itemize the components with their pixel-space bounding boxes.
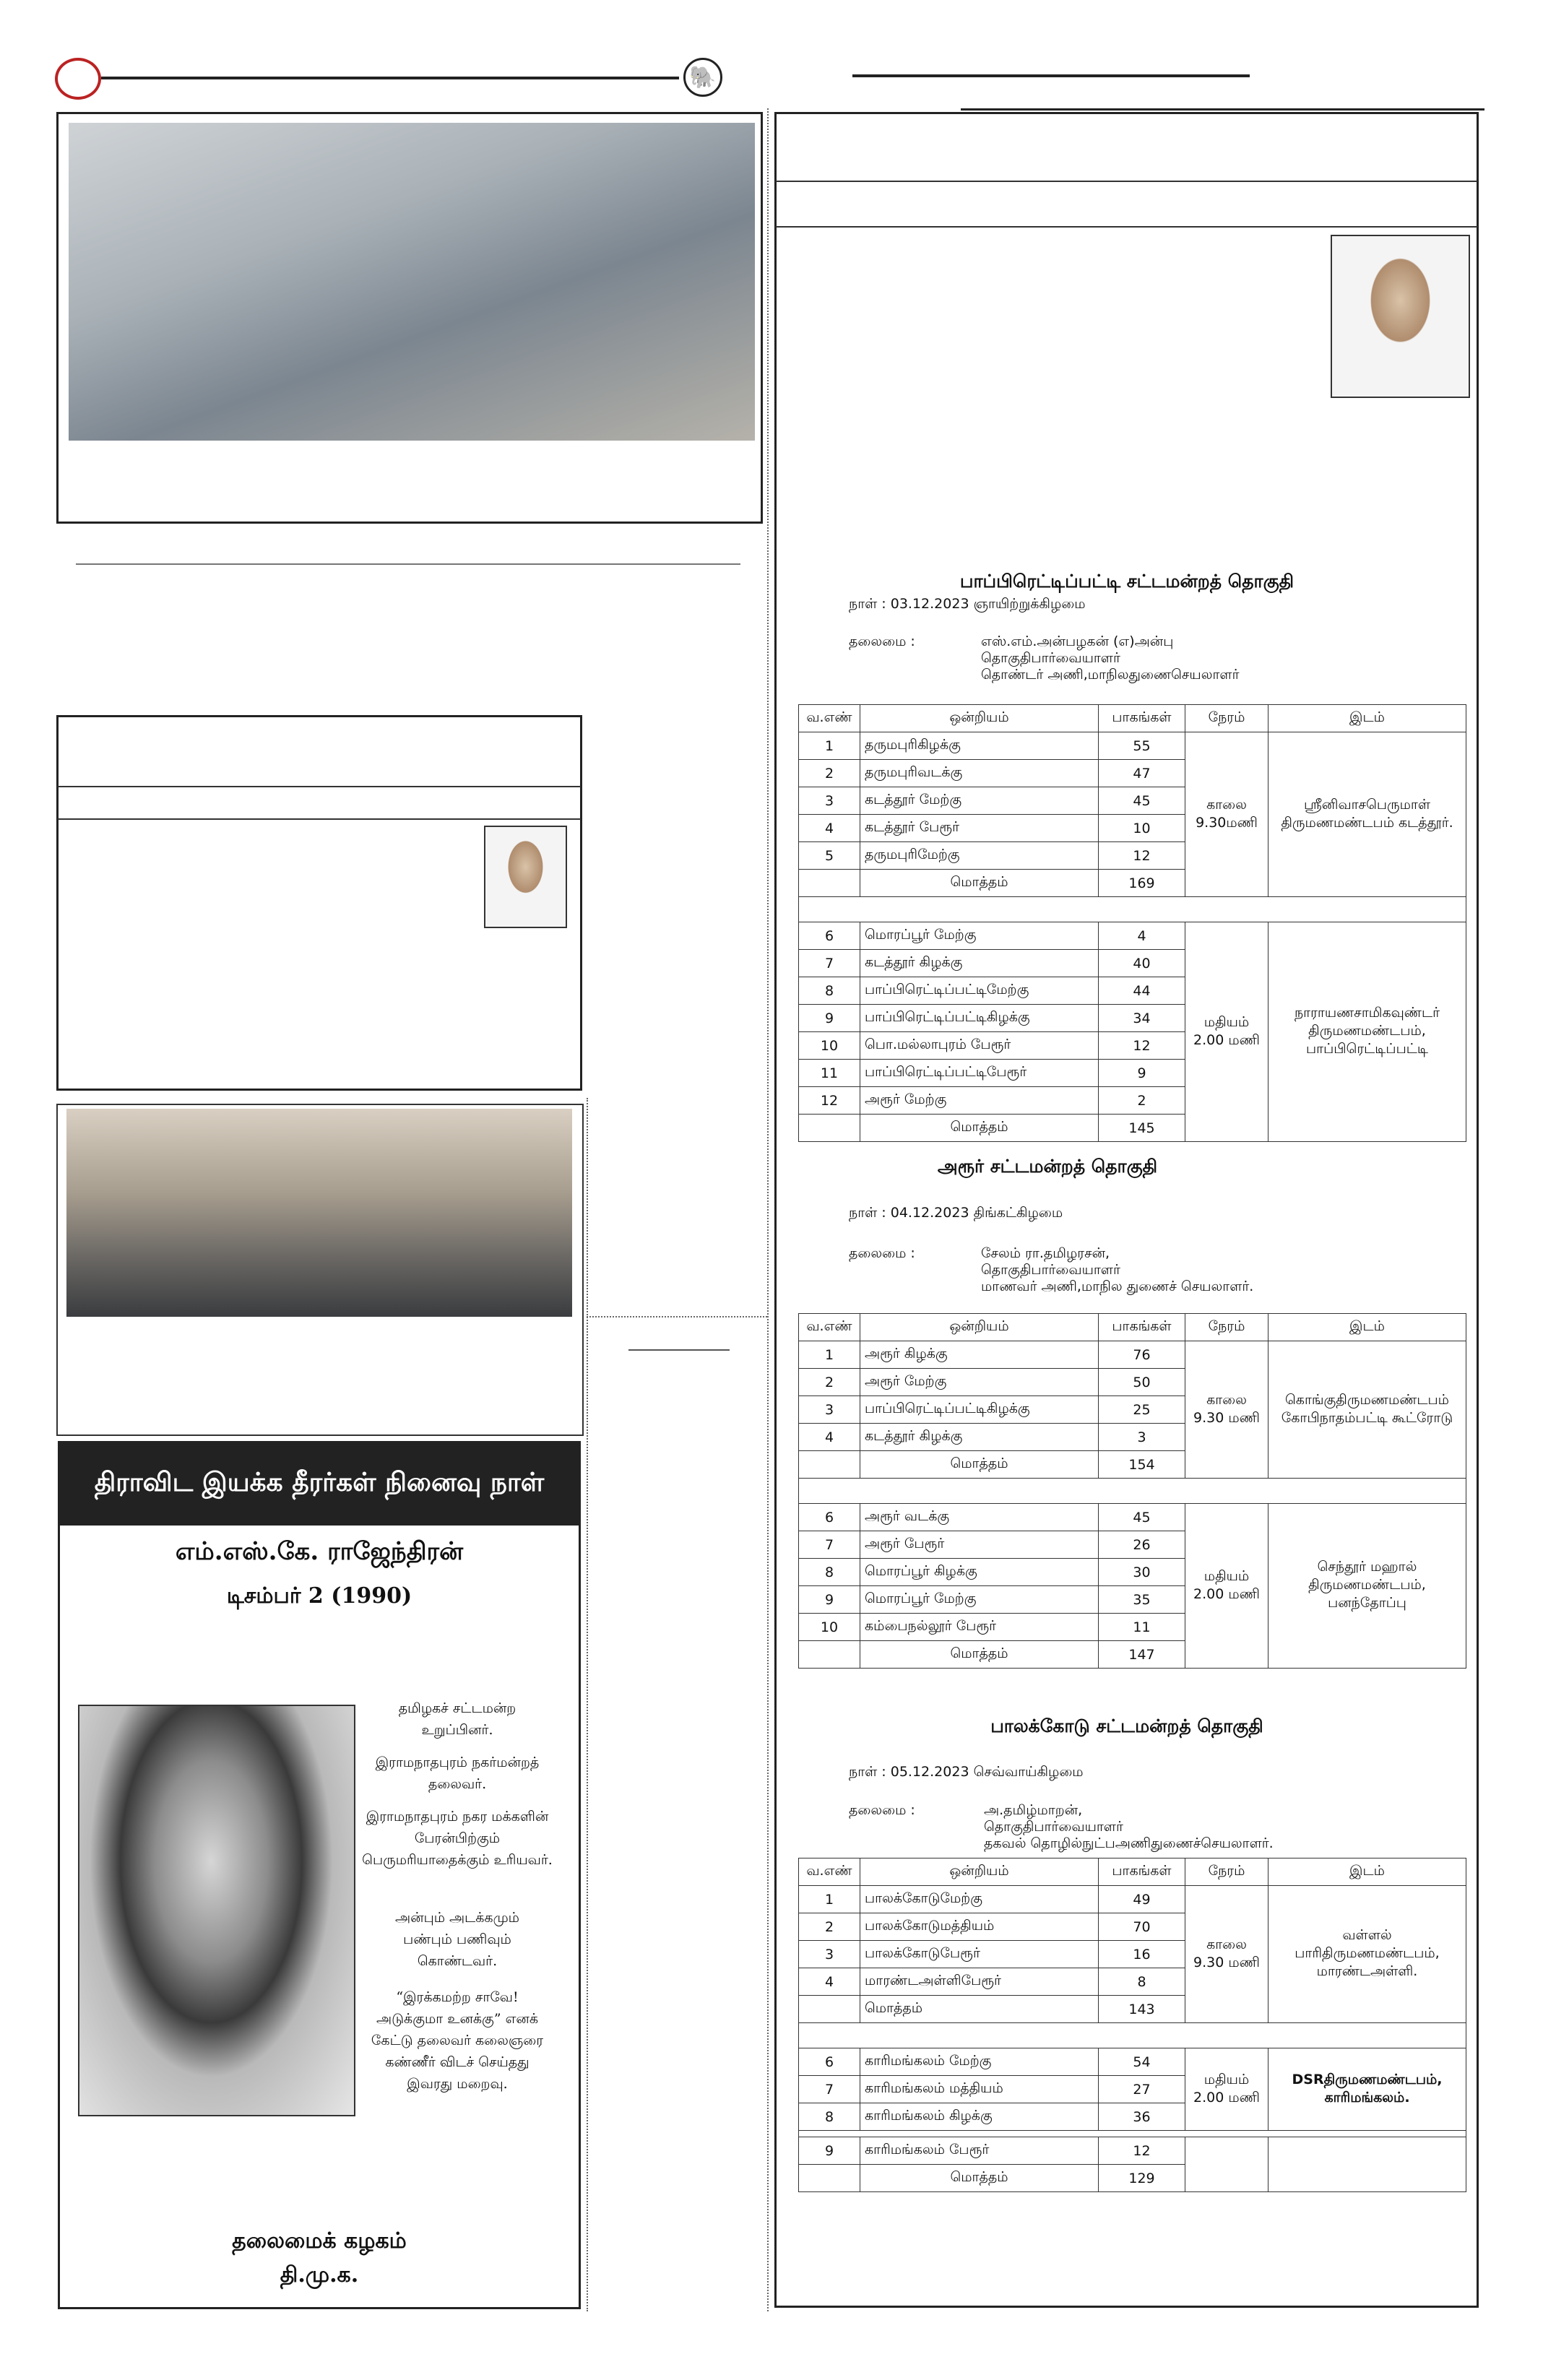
cell: 9 bbox=[799, 2137, 860, 2165]
table-row bbox=[799, 1886, 1466, 1913]
cell: 9 bbox=[799, 1586, 860, 1614]
time-cell: மதியம் 2.00 மணி bbox=[1185, 1504, 1268, 1669]
memorial-line-3: இராமநாதபுரம் நகர மக்களின் பேரன்பிற்கும் பெருமரியாதைக்கும் உரியவர். bbox=[362, 1809, 553, 1868]
cell: அரூர் மேற்கு bbox=[860, 1087, 1099, 1115]
cell: கம்பைநல்லூர் பேரூர் bbox=[860, 1614, 1099, 1641]
cell: 6 bbox=[799, 1504, 860, 1531]
cell: 40 bbox=[1099, 950, 1185, 977]
cell: 4 bbox=[799, 1968, 860, 1996]
masthead-rule-right-2 bbox=[961, 108, 1484, 111]
col-header-sno: வ.எண் bbox=[799, 1858, 860, 1886]
cell: 7 bbox=[799, 950, 860, 977]
section-2-title: அரூர் சட்டமன்றத் தொகுதி bbox=[937, 1156, 1158, 1177]
cell: 12 bbox=[799, 1087, 860, 1115]
cell: மொரப்பூர் கிழக்கு bbox=[860, 1559, 1099, 1586]
total-value: 147 bbox=[1099, 1641, 1185, 1669]
memorial-date: டிசம்பர் 2 (1990) bbox=[226, 1583, 412, 1609]
section-2-date: நாள் : 04.12.2023 திங்கட்கிழமை bbox=[849, 1205, 1063, 1221]
time-cell: மதியம் 2.00 மணி bbox=[1185, 2048, 1268, 2131]
total-value: 169 bbox=[1099, 870, 1185, 897]
cell: 54 bbox=[1099, 2048, 1185, 2076]
cell: 4 bbox=[799, 815, 860, 842]
person-portrait-1 bbox=[484, 826, 567, 928]
cell: 25 bbox=[1099, 1396, 1185, 1424]
cell: 2 bbox=[799, 760, 860, 787]
total-value: 129 bbox=[1099, 2165, 1185, 2192]
section-1-title: பாப்பிரெட்டிப்பட்டி சட்டமன்றத் தொகுதி bbox=[959, 571, 1295, 592]
col-header-sno: வ.எண் bbox=[799, 705, 860, 732]
cell: பாப்பிரெட்டிப்பட்டிகிழக்கு bbox=[860, 1005, 1099, 1032]
cell: பாலக்கோடுமேற்கு bbox=[860, 1886, 1099, 1913]
col-header-union: ஒன்றியம் bbox=[860, 1314, 1099, 1341]
col-header-union: ஒன்றியம் bbox=[860, 705, 1099, 732]
cell: 36 bbox=[1099, 2103, 1185, 2131]
news-photo-inspection bbox=[69, 123, 755, 441]
venue-cell: செந்தூர் மஹால் திருமணமண்டபம், பனந்தோப்பு bbox=[1268, 1504, 1466, 1669]
cell: 1 bbox=[799, 732, 860, 760]
cell: 27 bbox=[1099, 2076, 1185, 2103]
cell: தருமபுரிகிழக்கு bbox=[860, 732, 1099, 760]
total-value: 154 bbox=[1099, 1451, 1185, 1479]
venue-cell: வள்ளல் பாரிதிருமணமண்டபம், மாரண்டஅள்ளி. bbox=[1268, 1886, 1466, 2023]
cell: பாப்பிரெட்டிப்பட்டிமேற்கு bbox=[860, 977, 1099, 1005]
cell: 3 bbox=[799, 1941, 860, 1968]
col-header-time: நேரம் bbox=[1185, 1314, 1268, 1341]
table-row bbox=[799, 732, 1466, 760]
cell: 6 bbox=[799, 922, 860, 950]
cell: 7 bbox=[799, 2076, 860, 2103]
news-photo-event bbox=[66, 1109, 572, 1317]
total-value: 143 bbox=[1099, 1996, 1185, 2023]
memorial-line-5: “இரக்கமற்ற சாவே! அடுக்குமா உனக்கு” எனக் கேட்டு தலைவர் கலைஞரை கண்ணீர் விடச் செய்தது இவரது மறைவு. bbox=[371, 1989, 544, 2092]
total-label: மொத்தம் bbox=[860, 2165, 1099, 2192]
table-spacer bbox=[799, 2131, 1466, 2137]
cell: 47 bbox=[1099, 760, 1185, 787]
total-label: மொத்தம் bbox=[860, 1641, 1099, 1669]
cell: காரிமங்கலம் மேற்கு bbox=[860, 2048, 1099, 2076]
cell: 16 bbox=[1099, 1941, 1185, 1968]
cell: 49 bbox=[1099, 1886, 1185, 1913]
memorial-line-1: தமிழகச் சட்டமன்ற உறுப்பினர். bbox=[398, 1700, 517, 1738]
cell: 12 bbox=[1099, 1032, 1185, 1060]
cell: தருமபுரிவடக்கு bbox=[860, 760, 1099, 787]
divider bbox=[76, 563, 740, 565]
col-header-parts: பாகங்கள் bbox=[1099, 1314, 1185, 1341]
table-spacer bbox=[799, 897, 1466, 922]
table-header bbox=[799, 1314, 1466, 1341]
col-header-sno: வ.எண் bbox=[799, 1314, 860, 1341]
cell: அரூர் பேரூர் bbox=[860, 1531, 1099, 1559]
venue-cell: நாராயணசாமிகவுண்டர் திருமணமண்டபம், பாப்பிரெட்டிப்பட்டி bbox=[1268, 922, 1466, 1142]
announcement-rule-1 bbox=[776, 181, 1477, 182]
memorial-footer-2: தி.மு.க. bbox=[280, 2262, 359, 2288]
section-1-chair-1: எஸ்.எம்.அன்பழகன் (எ)அன்பு bbox=[981, 633, 1174, 649]
col-header-venue: இடம் bbox=[1268, 1858, 1466, 1886]
venue-cell: DSRதிருமணமண்டபம், காரிமங்கலம். bbox=[1268, 2048, 1466, 2131]
cell: 1 bbox=[799, 1886, 860, 1913]
section-2-chair-2: தொகுதிபார்வையாளர் bbox=[981, 1262, 1120, 1278]
table-row bbox=[799, 1341, 1466, 1369]
cell: 10 bbox=[1099, 815, 1185, 842]
cell: 6 bbox=[799, 2048, 860, 2076]
cell: 8 bbox=[799, 1559, 860, 1586]
cell: 11 bbox=[799, 1060, 860, 1087]
cell: 44 bbox=[1099, 977, 1185, 1005]
announcement-rule-2 bbox=[776, 226, 1477, 228]
cell: பாப்பிரெட்டிப்பட்டிபேரூர் bbox=[860, 1060, 1099, 1087]
short-rule bbox=[628, 1349, 730, 1351]
cell: 34 bbox=[1099, 1005, 1185, 1032]
venue-cell: கொங்குதிருமணமண்டபம் கோபிநாதம்பட்டி கூட்ரோடு bbox=[1268, 1341, 1466, 1479]
cell: பாப்பிரெட்டிப்பட்டிகிழக்கு bbox=[860, 1396, 1099, 1424]
section-3-chair-2: தொகுதிபார்வையாளர் bbox=[984, 1819, 1123, 1835]
cell: 50 bbox=[1099, 1369, 1185, 1396]
time-cell: காலை 9.30 மணி bbox=[1185, 1886, 1268, 2023]
cell: 2 bbox=[1099, 1087, 1185, 1115]
cell: 3 bbox=[799, 787, 860, 815]
cell: 55 bbox=[1099, 732, 1185, 760]
news-box-2-rule-2 bbox=[58, 818, 581, 820]
table-row bbox=[799, 2137, 1466, 2165]
cell: கடத்தூர் கிழக்கு bbox=[860, 1424, 1099, 1451]
center-divider-dotted bbox=[767, 108, 769, 2311]
column-divider-dotted bbox=[587, 1098, 588, 2311]
time-cell bbox=[1185, 2137, 1268, 2192]
cell: கடத்தூர் பேரூர் bbox=[860, 815, 1099, 842]
section-1-date: நாள் : 03.12.2023 ஞாயிற்றுக்கிழமை bbox=[849, 596, 1086, 612]
cell: 10 bbox=[799, 1614, 860, 1641]
section-1-chair-label: தலைமை : bbox=[849, 633, 915, 649]
cell: 8 bbox=[1099, 1968, 1185, 1996]
masthead-rule bbox=[101, 77, 679, 79]
elephant-emblem-icon: 🐘 bbox=[683, 58, 722, 97]
memorial-footer-1: தலைமைக் கழகம் bbox=[232, 2228, 407, 2254]
cell: 2 bbox=[799, 1913, 860, 1941]
cell: பொ.மல்லாபுரம் பேரூர் bbox=[860, 1032, 1099, 1060]
col-header-union: ஒன்றியம் bbox=[860, 1858, 1099, 1886]
cell: அரூர் மேற்கு bbox=[860, 1369, 1099, 1396]
section-1-chair-2: தொகுதிபார்வையாளர் bbox=[981, 650, 1120, 666]
cell: 35 bbox=[1099, 1586, 1185, 1614]
section-3-chair-1: அ.தமிழ்மாறன், bbox=[984, 1802, 1083, 1818]
table-row bbox=[799, 2048, 1466, 2076]
cell: 26 bbox=[1099, 1531, 1185, 1559]
memorial-line-2: இராமநாதபுரம் நகர்மன்றத் தலைவர். bbox=[375, 1754, 540, 1792]
cell: 4 bbox=[799, 1424, 860, 1451]
cell: 45 bbox=[1099, 787, 1185, 815]
cell: 30 bbox=[1099, 1559, 1185, 1586]
cell: 76 bbox=[1099, 1341, 1185, 1369]
cell: 8 bbox=[799, 977, 860, 1005]
cell: 8 bbox=[799, 2103, 860, 2131]
table-spacer bbox=[799, 2023, 1466, 2048]
person-portrait-2 bbox=[1331, 235, 1470, 398]
col-header-time: நேரம் bbox=[1185, 1858, 1268, 1886]
col-header-venue: இடம் bbox=[1268, 1314, 1466, 1341]
table-header bbox=[799, 1858, 1466, 1886]
masthead-rule-right bbox=[852, 74, 1250, 77]
total-value: 145 bbox=[1099, 1115, 1185, 1142]
cell: அரூர் வடக்கு bbox=[860, 1504, 1099, 1531]
total-label: மொத்தம் bbox=[860, 870, 1099, 897]
section-3-chair-3: தகவல் தொழில்நுட்பஅணிதுணைச்செயலாளர். bbox=[984, 1835, 1274, 1851]
cell: 12 bbox=[1099, 2137, 1185, 2165]
col-header-parts: பாகங்கள் bbox=[1099, 705, 1185, 732]
cell: மொரப்பூர் மேற்கு bbox=[860, 922, 1099, 950]
cell: 3 bbox=[1099, 1424, 1185, 1451]
news-box-2-rule bbox=[58, 786, 581, 787]
cell: 4 bbox=[1099, 922, 1185, 950]
cell: பாலக்கோடுமத்தியம் bbox=[860, 1913, 1099, 1941]
table-header bbox=[799, 705, 1466, 732]
cell: மொரப்பூர் மேற்கு bbox=[860, 1586, 1099, 1614]
cell: காரிமங்கலம் கிழக்கு bbox=[860, 2103, 1099, 2131]
row-divider-dotted bbox=[587, 1316, 767, 1317]
table-row bbox=[799, 922, 1466, 950]
time-cell: மதியம் 2.00 மணி bbox=[1185, 922, 1268, 1142]
col-header-time: நேரம் bbox=[1185, 705, 1268, 732]
section-2-table bbox=[798, 1313, 1466, 1669]
col-header-venue: இடம் bbox=[1268, 705, 1466, 732]
memorial-portrait bbox=[78, 1705, 355, 2116]
masthead-circle bbox=[55, 58, 101, 100]
col-header-parts: பாகங்கள் bbox=[1099, 1858, 1185, 1886]
cell: கடத்தூர் கிழக்கு bbox=[860, 950, 1099, 977]
section-3-chair-label: தலைமை : bbox=[849, 1802, 915, 1818]
venue-cell bbox=[1268, 2137, 1466, 2192]
memorial-line-4: அன்பும் அடக்கமும் பண்பும் பணிவும் கொண்டவர். bbox=[395, 1910, 519, 1969]
cell: 45 bbox=[1099, 1504, 1185, 1531]
time-cell: காலை 9.30 மணி bbox=[1185, 1341, 1268, 1479]
cell: காரிமங்கலம் மத்தியம் bbox=[860, 2076, 1099, 2103]
cell: அரூர் கிழக்கு bbox=[860, 1341, 1099, 1369]
cell: 1 bbox=[799, 1341, 860, 1369]
memorial-name: எம்.எஸ்.கே. ராஜேந்திரன் bbox=[175, 1537, 464, 1566]
cell: 10 bbox=[799, 1032, 860, 1060]
memorial-heading: திராவிட இயக்க தீரர்கள் நினைவு நாள் bbox=[59, 1442, 579, 1526]
cell: 5 bbox=[799, 842, 860, 870]
total-label: மொத்தம் bbox=[860, 1115, 1099, 1142]
total-label: மொத்தம் bbox=[860, 1996, 1099, 2023]
section-1-table bbox=[798, 704, 1466, 1142]
table-spacer bbox=[799, 1479, 1466, 1504]
section-2-chair-3: மாணவர் அணி,மாநில துணைச் செயலாளர். bbox=[981, 1278, 1254, 1294]
section-3-date: நாள் : 05.12.2023 செவ்வாய்கிழமை bbox=[849, 1764, 1084, 1780]
cell: 12 bbox=[1099, 842, 1185, 870]
cell: காரிமங்கலம் பேரூர் bbox=[860, 2137, 1099, 2165]
cell: 9 bbox=[1099, 1060, 1185, 1087]
section-1-chair-3: தொண்டர் அணி,மாநிலதுணைசெயலாளர் bbox=[981, 667, 1240, 683]
time-cell: காலை 9.30மணி bbox=[1185, 732, 1268, 897]
section-3-title: பாலக்கோடு சட்டமன்றத் தொகுதி bbox=[990, 1715, 1263, 1736]
cell: 11 bbox=[1099, 1614, 1185, 1641]
cell: தருமபுரிமேற்கு bbox=[860, 842, 1099, 870]
section-2-chair-1: சேலம் ரா.தமிழரசன், bbox=[981, 1245, 1110, 1261]
cell: கடத்தூர் மேற்கு bbox=[860, 787, 1099, 815]
cell: பாலக்கோடுபேரூர் bbox=[860, 1941, 1099, 1968]
venue-cell: ஸ்ரீனிவாசபெருமாள் திருமணமண்டபம் கடத்தூர். bbox=[1268, 732, 1466, 897]
total-label: மொத்தம் bbox=[860, 1451, 1099, 1479]
section-3-table bbox=[798, 1858, 1466, 2192]
table-row bbox=[799, 1504, 1466, 1531]
section-2-chair-label: தலைமை : bbox=[849, 1245, 915, 1261]
cell: 3 bbox=[799, 1396, 860, 1424]
cell: மாரண்டஅள்ளிபேரூர் bbox=[860, 1968, 1099, 1996]
cell: 2 bbox=[799, 1369, 860, 1396]
cell: 70 bbox=[1099, 1913, 1185, 1941]
cell: 9 bbox=[799, 1005, 860, 1032]
cell: 7 bbox=[799, 1531, 860, 1559]
